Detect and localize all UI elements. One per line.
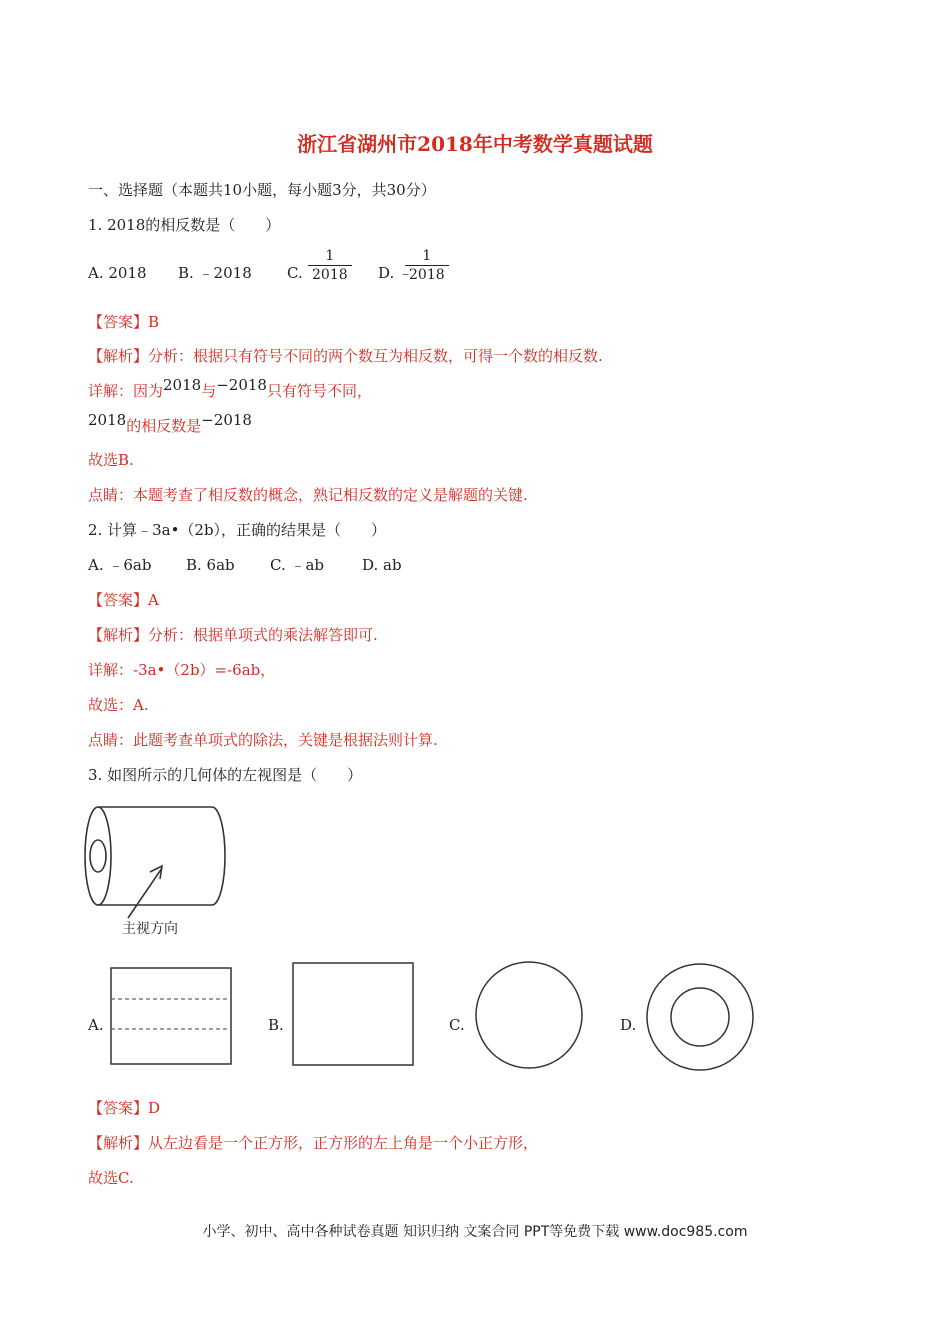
q1-answer: 【答案】B [88, 313, 160, 331]
q2-stem: 2. 计算﹣3a•（2b），正确的结果是（ ） [88, 521, 387, 539]
q1-detail-line-2 [88, 411, 252, 436]
q3-answer: 【答案】D [88, 1099, 161, 1117]
q1-analysis-tag: 【解析】 [88, 347, 149, 365]
q2-analysis-text: 分析：根据单项式的乘法解答即可. [148, 626, 378, 644]
q1-option-c-denominator: 2018 [308, 265, 352, 284]
q1-option-d-fraction [405, 247, 449, 284]
q3-option-a-shape [110, 967, 232, 1065]
q1-detail-2a: 2018 [88, 411, 127, 429]
page-title: 浙江省湖州市2018年中考数学真题试题 [297, 132, 653, 156]
q1-option-d-numerator: 1 [422, 248, 432, 264]
q2-detail: 详解：-3a•（2b）=-6ab， [88, 661, 276, 679]
q2-note: 点睛：此题考查单项式的除法，关键是根据法则计算. [88, 731, 438, 749]
q2-analysis [88, 625, 378, 645]
figure-view-direction-label: 主视方向 [122, 921, 178, 937]
q3-option-c-label: C. [449, 1016, 465, 1034]
q3-analysis-text: 从左边看是一个正方形，正方形的左上角是一个小正方形， [148, 1134, 539, 1152]
q1-analysis [88, 346, 603, 366]
q3-stem: 3. 如图所示的几何体的左视图是（ ） [88, 766, 363, 784]
q1-option-d-denominator: 2018 [405, 265, 449, 284]
q1-note: 点睛：本题考查了相反数的概念，熟记相反数的定义是解题的关键. [88, 486, 528, 504]
q1-stem: 1. 2018的相反数是（ ） [88, 216, 281, 234]
q1-detail-2b: 的相反数是 [126, 417, 202, 435]
q1-detail-2c: −2018 [201, 411, 252, 429]
q2-choose: 故选：A. [88, 696, 149, 714]
q1-option-d-label: D. [378, 264, 395, 282]
q1-detail-1d: −2018 [216, 376, 267, 394]
q1-detail-1c: 与 [201, 382, 217, 400]
q1-detail-line-1 [88, 376, 372, 401]
q1-option-a: A. 2018 [88, 264, 147, 282]
q1-detail-1e: 只有符号不同， [266, 382, 372, 400]
q1-choose: 故选B. [88, 451, 134, 469]
q3-choose: 故选C. [88, 1169, 134, 1187]
q1-option-b: B. ﹣2018 [178, 264, 252, 282]
q3-option-c-shape [473, 961, 585, 1069]
q3-option-d-shape [644, 963, 756, 1071]
page-footer: 小学、初中、高中各种试卷真题 知识归纳 文案合同 PPT等免费下载 www.doc985.com [202, 1224, 748, 1240]
q1-detail-1b: 2018 [163, 376, 202, 394]
q3-analysis-tag: 【解析】 [88, 1134, 149, 1152]
q2-option-a: A. ﹣6ab [88, 556, 152, 574]
q2-option-d: D. ab [362, 556, 402, 574]
q3-option-d-label: D. [620, 1016, 637, 1034]
q1-analysis-text: 分析：根据只有符号不同的两个数互为相反数，可得一个数的相反数. [148, 347, 603, 365]
q1-option-d-sign: ﹣ [398, 264, 414, 282]
q3-option-b-shape [292, 962, 414, 1066]
q2-answer: 【答案】A [88, 591, 159, 609]
q3-analysis [88, 1133, 538, 1153]
q2-analysis-tag: 【解析】 [88, 626, 149, 644]
q2-option-b: B. 6ab [186, 556, 235, 574]
q3-option-b-label: B. [268, 1016, 284, 1034]
q1-option-c-numerator: 1 [325, 248, 335, 264]
q1-option-c-fraction [308, 247, 352, 284]
q1-option-c-label: C. [287, 264, 303, 282]
q1-detail-1a: 详解：因为 [88, 382, 164, 400]
section-heading: 一、选择题（本题共10小题，每小题3分，共30分） [88, 181, 436, 199]
q2-option-c: C. ﹣ab [270, 556, 325, 574]
q3-option-a-label: A. [88, 1016, 104, 1034]
